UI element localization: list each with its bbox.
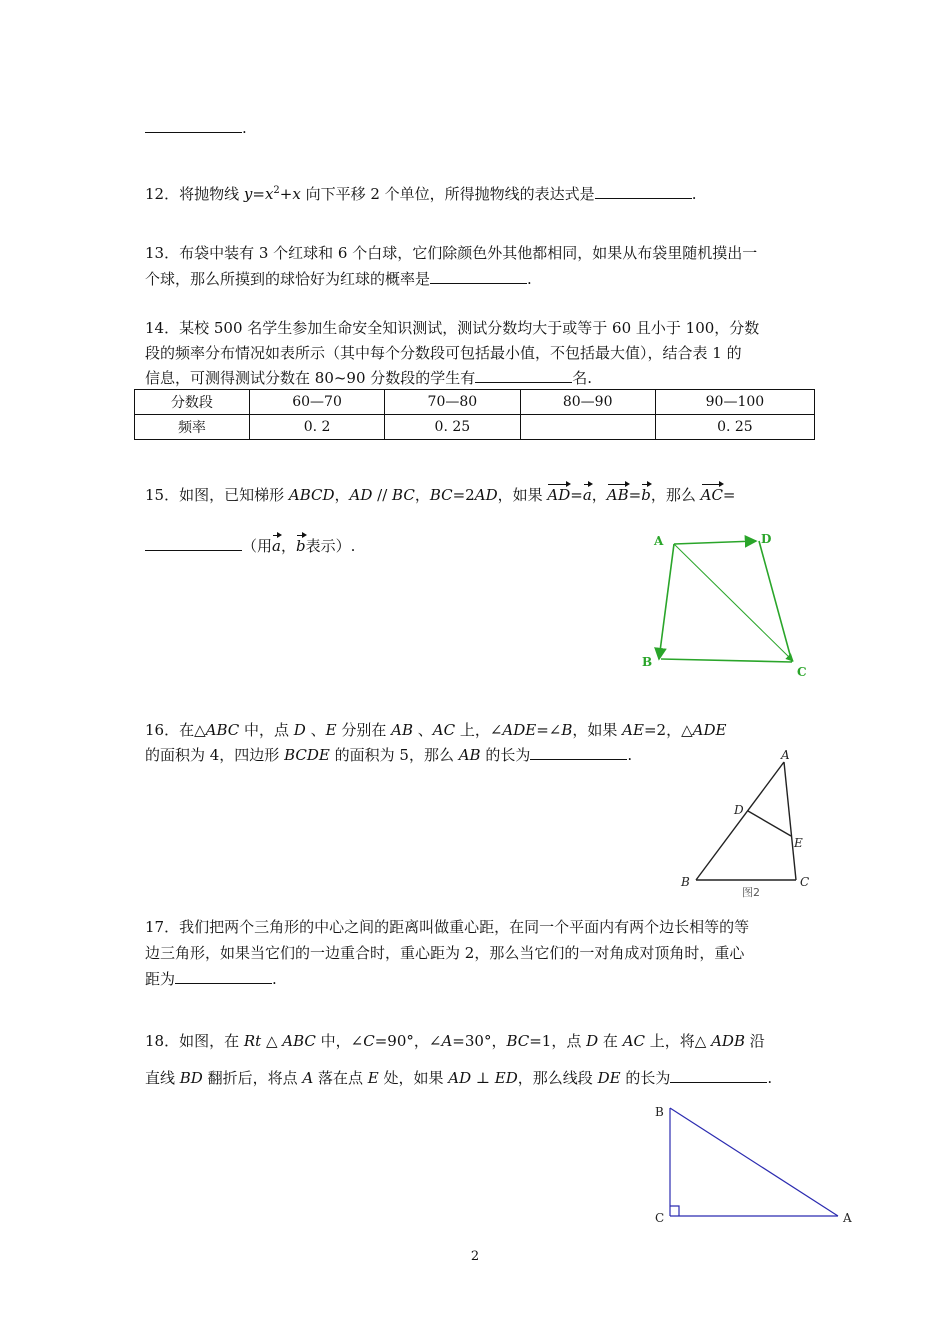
question-14-line2: 段的频率分布情况如表所示（其中每个分数段可包括最小值，不包括最大值），结合表 1 的 <box>145 344 742 362</box>
question-12: 12．将抛物线 $y=x^2+x$ 向下平移 2 个单位，所得抛物线的表达式是 . <box>145 185 697 203</box>
table-cell: 70—80 <box>385 390 520 415</box>
answer-blank <box>670 1068 767 1083</box>
table-row <box>135 390 815 415</box>
vector-b: b <box>641 486 651 504</box>
label-b: B <box>681 875 690 889</box>
table-cell: 频率 <box>135 415 250 440</box>
answer-blank <box>145 536 242 551</box>
question-16-line1: 16．在△ABC 中，点 D 、E 分别在 AB 、AC 上，∠ADE=∠B，如果 AE=2，△ADE <box>145 721 727 739</box>
edge-ad <box>674 541 756 544</box>
answer-blank <box>175 969 272 984</box>
table-row <box>135 415 815 440</box>
edge-ba <box>670 1108 838 1216</box>
edge-ab <box>659 544 674 659</box>
segment-de <box>748 811 791 836</box>
table-cell: 0. 25 <box>385 415 520 440</box>
question-17-line1: 17．我们把两个三角形的中心之间的距离叫做重心距，在同一个平面内有两个边长相等的等 <box>145 918 750 936</box>
question-15-line1: 15．如图，已知梯形 ABCD，AD // BC，BC=2AD，如果 AD=a，AB=b，那么 AC= <box>145 486 736 504</box>
label-c: C <box>800 875 810 889</box>
label-a: A <box>654 534 664 548</box>
edge-ab <box>696 762 784 880</box>
question-17-line3: 距为 . <box>145 970 277 988</box>
vector-a: a <box>582 486 592 504</box>
label-d: D <box>761 532 772 546</box>
label-d: D <box>734 803 744 817</box>
table-cell: 分数段 <box>135 390 250 415</box>
frequency-table <box>134 389 815 440</box>
q11-answer-line: . <box>145 118 247 138</box>
question-17-line2: 边三角形，如果当它们的一边重合时，重心距为 2，那么当它们的一对角成对顶角时，重心 <box>145 944 745 962</box>
answer-blank <box>595 184 692 199</box>
right-angle-mark <box>670 1206 679 1216</box>
question-18-line1: 18．如图，在 Rt △ ABC 中，∠C=90°，∠A=30°，BC=1，点 D 在 AC 上，将△ ADB 沿 <box>145 1032 765 1050</box>
label-c: C <box>655 1211 665 1225</box>
question-15-line2: （用a，b表示）. <box>145 536 355 556</box>
question-18-line2: 直线 BD 翻折后，将点 A 落在点 E 处，如果 AD ⊥ ED，那么线段 DE 的长为 . <box>145 1069 773 1087</box>
question-14-line1: 14．某校 500 名学生参加生命安全知识测试，测试分数均大于或等于 60 且小于 100，分数 <box>145 319 760 337</box>
table-cell: 60—70 <box>249 390 384 415</box>
vector-ab: AB <box>606 486 629 504</box>
answer-blank <box>475 368 572 383</box>
label-c: C <box>797 665 807 679</box>
label-a: A <box>781 748 790 762</box>
label-a: A <box>843 1211 852 1225</box>
table-cell: 0. 2 <box>249 415 384 440</box>
question-16-line2: 的面积为 4，四边形 BCDE 的面积为 5，那么 AB 的长为 . <box>145 746 633 764</box>
edge-ac <box>784 762 796 880</box>
table-cell <box>520 415 655 440</box>
figure-caption: 图2 <box>742 886 760 899</box>
right-triangle-figure <box>650 1100 860 1230</box>
answer-blank <box>530 745 627 760</box>
table-cell: 90—100 <box>655 390 814 415</box>
table-cell: 80—90 <box>520 390 655 415</box>
edge-bc <box>661 659 792 662</box>
vector-ac: AC <box>700 486 723 504</box>
answer-blank <box>430 269 527 284</box>
table-cell: 0. 25 <box>655 415 814 440</box>
label-e: E <box>794 836 803 850</box>
trapezoid-figure <box>636 526 816 682</box>
label-b: B <box>642 655 653 669</box>
question-14-line3: 信息，可测得测试分数在 80~90 分数段的学生有 名. <box>145 369 593 387</box>
question-13-line2: 个球，那么所摸到的球恰好为红球的概率是 . <box>145 270 532 288</box>
label-b: B <box>655 1105 664 1119</box>
page-number: 2 <box>470 1249 480 1264</box>
vector-ad: AD <box>547 486 571 504</box>
answer-blank <box>145 118 242 133</box>
question-13-line1: 13．布袋中装有 3 个红球和 6 个白球，它们除颜色外其他都相同，如果从布袋里随机摸出一 <box>145 244 758 262</box>
triangle-figure-2 <box>676 744 816 900</box>
